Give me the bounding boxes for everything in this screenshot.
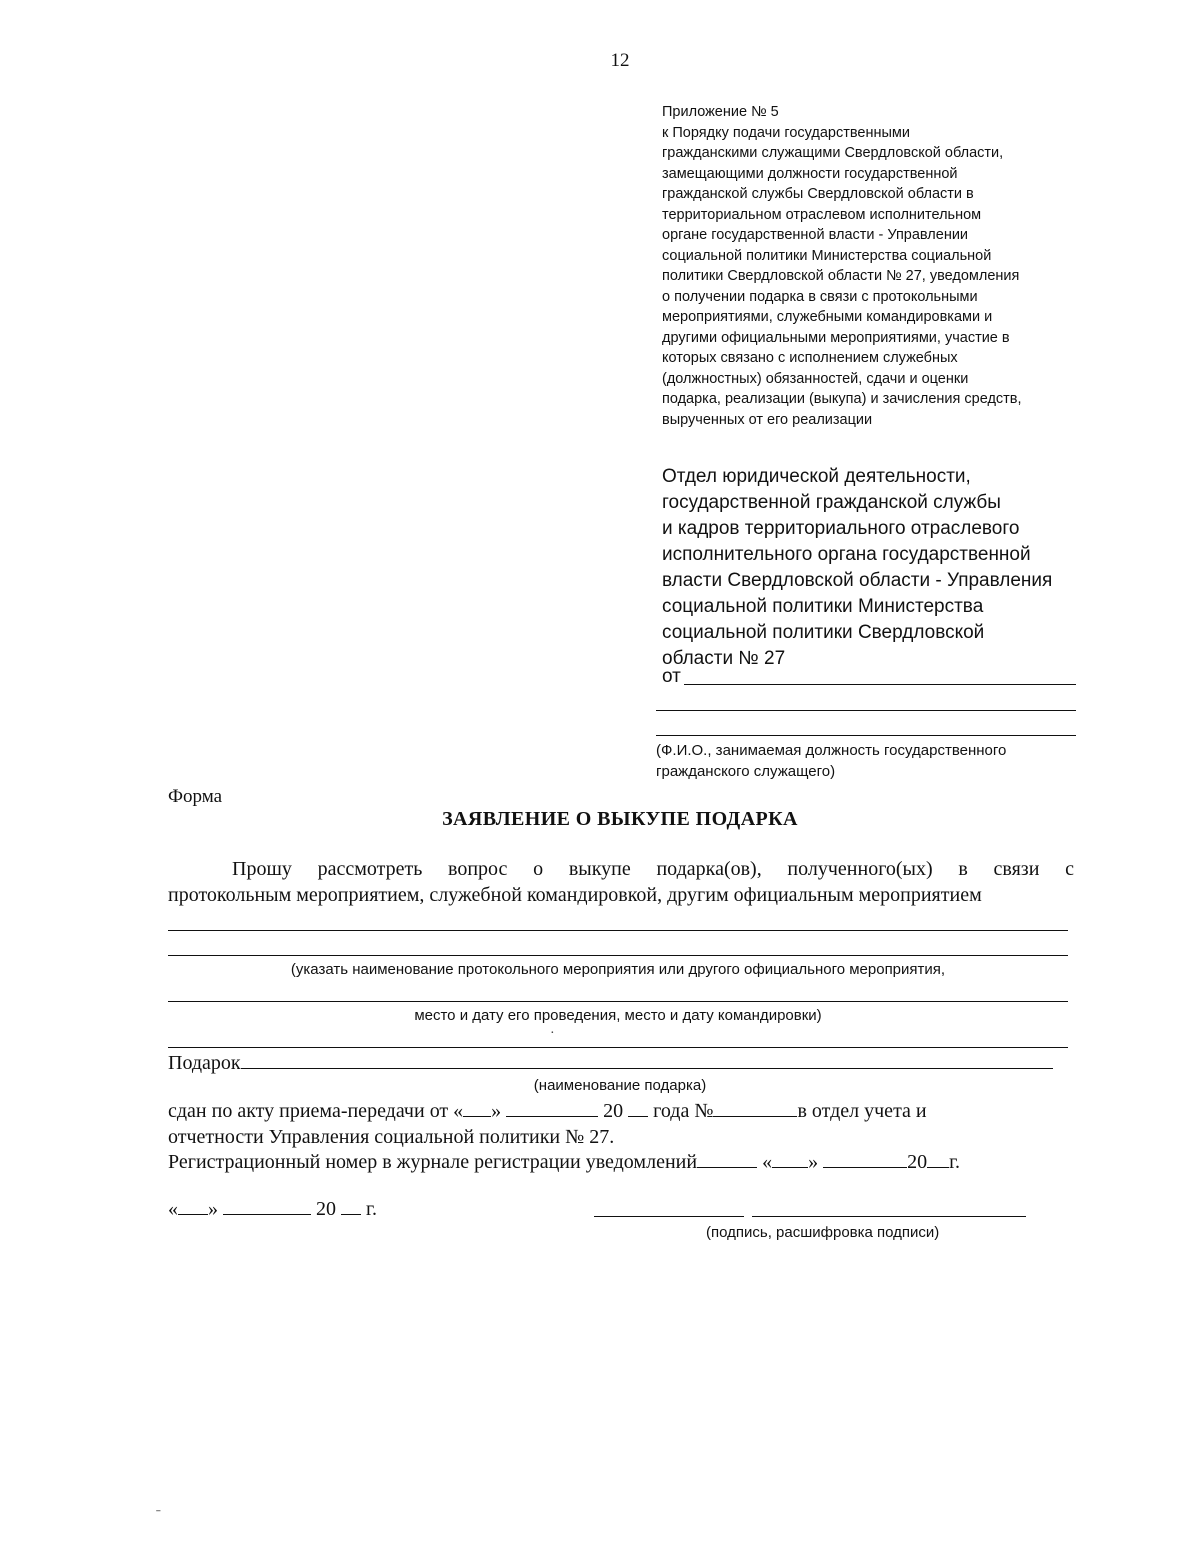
reg-year-field[interactable] [927,1151,949,1168]
date-year-field[interactable] [341,1198,361,1215]
addressee-line: Отдел юридической деятельности, [662,466,971,487]
act-number-field[interactable] [713,1100,797,1117]
act-row [168,1100,927,1123]
event-caption-1: (указать наименование протокольного мероприятия или другого официального мероприятия, [290,961,946,978]
date-day-field[interactable] [178,1198,208,1215]
fio-caption-line: гражданского служащего) [656,763,836,780]
act-year-suffix: года № [653,1100,714,1122]
appendix-line: территориальном отраслевом исполнительном [662,206,982,223]
stray-mark: ˉ [156,1508,161,1523]
stray-mark: · [550,1026,555,1041]
reg-number-field[interactable] [697,1151,757,1168]
appendix-line: о получении подарка в связи с протокольными [662,288,978,305]
appendix-line: политики Свердловской области № 27, уведомления [662,268,1020,284]
date-year-suffix: г. [366,1198,377,1220]
reg-year-label: 20 [907,1151,928,1173]
event-line-4[interactable] [168,1047,1068,1048]
addressee-block [662,464,1082,672]
appendix-line: гражданскими служащими Свердловской области, [662,145,1004,161]
date-month-field[interactable] [223,1198,311,1215]
appendix-line: которых связано с исполнением служебных [662,350,958,366]
addressee-line: государственной гражданской службы [662,492,1001,513]
event-line-3[interactable] [168,1001,1068,1002]
signature-line[interactable] [594,1216,744,1217]
date-year-label: 20 [316,1198,336,1220]
addressee-line: области № 27 [662,648,786,669]
reg-year-suffix: г. [949,1151,961,1173]
appendix-line: другими официальными мероприятиями, участие в [662,329,1010,346]
signature-date-row [168,1198,377,1221]
event-caption-2: место и дату его проведения, место и дату командировки) [414,1007,822,1024]
appendix-line: (должностных) обязанностей, сдачи и оценки [662,370,969,387]
date-quote-open: « [168,1198,178,1220]
appendix-line: Приложение № 5 [662,104,779,120]
addressee-line: социальной политики Министерства [662,596,984,617]
gift-label: Подарок [168,1052,241,1074]
appendix-line: вырученных от его реализации [662,411,873,428]
addressee-line: власти Свердловской области - Управления [662,570,1053,591]
registration-row [168,1151,960,1174]
gift-caption: (наименование подарка) [533,1077,707,1094]
signature-caption: (подпись, расшифровка подписи) [706,1224,940,1241]
reg-quote-close: » [808,1151,819,1173]
addressee-line: и кадров территориального отраслевого [662,518,1020,539]
act-quote-close: » [491,1100,502,1122]
reg-quote-open: « [762,1151,773,1173]
appendix-block [662,102,1082,430]
fio-caption-line: (Ф.И.О., занимаемая должность государственного [656,742,1007,759]
act-day-field[interactable] [463,1100,491,1117]
page-number: 12 [610,50,630,71]
from-label: от [662,666,681,687]
act-year-field[interactable] [628,1100,648,1117]
appendix-line: мероприятиями, служебными командировками и [662,309,993,325]
from-line-2[interactable] [656,710,1076,711]
event-line-1[interactable] [168,930,1068,931]
reg-day-field[interactable] [772,1151,808,1168]
from-line-3[interactable] [656,735,1076,736]
addressee-line: социальной политики Свердловской [662,622,985,643]
appendix-line: к Порядку подачи государственными [662,124,910,141]
gift-row [168,1052,1053,1075]
act-dept-label: в отдел учета и [797,1100,927,1122]
appendix-line: гражданской службы Свердловской области в [662,186,974,202]
act-month-field[interactable] [506,1100,598,1117]
request-text-line-2: протокольным мероприятием, служебной командировкой, другим официальным мероприятием [168,884,982,906]
appendix-line: подарка, реализации (выкупа) и зачисления средств, [662,391,1022,407]
event-line-2[interactable] [168,955,1068,956]
reg-label: Регистрационный номер в журнале регистрации уведомлений [168,1151,698,1173]
act-year-label: 20 [603,1100,624,1122]
forma-label: Форма [168,786,223,807]
accounting-row: отчетности Управления социальной политики № 27. [168,1126,615,1148]
signature-decode-line[interactable] [752,1216,1026,1217]
fio-caption [656,740,1076,782]
from-name-line[interactable] [684,684,1076,685]
appendix-line: замещающими должности государственной [662,165,958,182]
appendix-line: органе государственной власти - Управлении [662,227,969,243]
document-title: ЗАЯВЛЕНИЕ О ВЫКУПЕ ПОДАРКА [442,808,798,830]
reg-month-field[interactable] [823,1151,907,1168]
date-quote-close: » [208,1198,218,1220]
act-prefix: сдан по акту приема-передачи от « [168,1100,464,1122]
gift-name-line[interactable] [241,1052,1053,1069]
request-text-line-1: Прошу рассмотреть вопрос о выкупе подарка(ов), полученного(ых) в связи с [232,858,1074,880]
appendix-line: социальной политики Министерства социальной [662,247,992,264]
addressee-line: исполнительного органа государственной [662,544,1031,565]
